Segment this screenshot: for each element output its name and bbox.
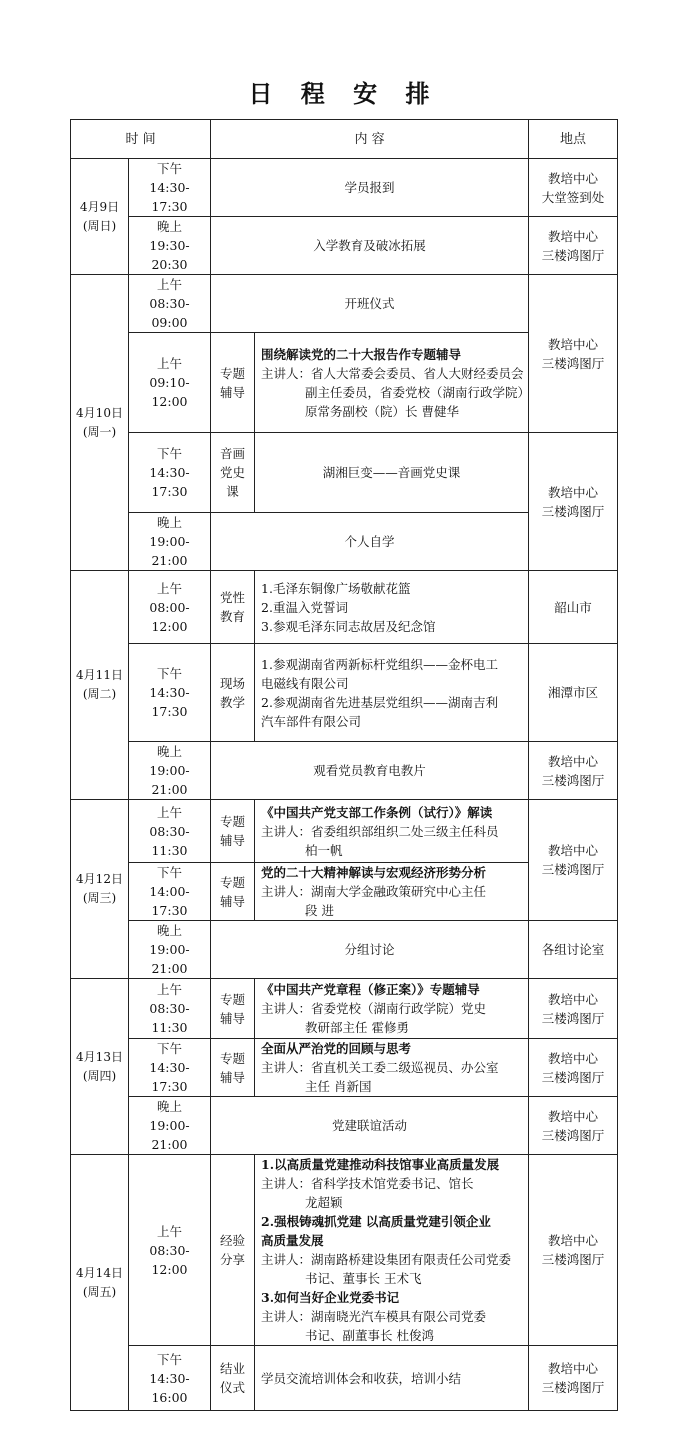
time-cell: 晚上 19:00-21:00	[129, 513, 211, 571]
table-row	[71, 979, 618, 1039]
time-cell: 晚上 19:00-21:00	[129, 1097, 211, 1155]
page-title: 日 程 安 排	[248, 79, 440, 108]
date-cell: 4月10日 (周一)	[71, 275, 129, 571]
table-row	[71, 1097, 618, 1155]
place-cell: 教培中心 三楼鸿图厅	[529, 1155, 618, 1346]
header-place: 地点	[529, 120, 618, 159]
place-cell: 教培中心 三楼鸿图厅	[529, 1346, 618, 1411]
session-type: 现场教学	[211, 644, 255, 742]
schedule-table	[70, 119, 618, 1411]
table-row	[71, 921, 618, 979]
place-cell: 教培中心 三楼鸿图厅	[529, 800, 618, 921]
content-cell: 党的二十大精神解读与宏观经济形势分析 主讲人：湖南大学金融政策研究中心主任 段 进	[255, 863, 529, 921]
content-cell: 1.以高质量党建推动科技馆事业高质量发展 主讲人：省科学技术馆党委书记、馆长 龙超颖 2.强根铸魂抓党建 以高质量党建引领企业 高质量发展 主讲人：湖南路桥建设集团有限责任公司党委 书记、董事长 王术飞 3.如何当好企业党委书记 主讲人：湖南晓光汽车模具有限公司党委 书记、副董事长 杜俊鸿	[255, 1155, 529, 1346]
session-type: 音画党史课	[211, 433, 255, 513]
time-cell: 上午 09:10-12:00	[129, 333, 211, 433]
place-cell: 教培中心 三楼鸿图厅	[529, 433, 618, 571]
session-type: 专题辅导	[211, 800, 255, 863]
content-cell: 1.毛泽东铜像广场敬献花篮 2.重温入党誓词 3.参观毛泽东同志故居及纪念馆	[255, 571, 529, 644]
date-cell: 4月14日 (周五)	[71, 1155, 129, 1411]
session-type: 专题辅导	[211, 863, 255, 921]
table-row	[71, 275, 618, 333]
place-cell: 教培中心 三楼鸿图厅	[529, 742, 618, 800]
time-cell: 上午 08:00-12:00	[129, 571, 211, 644]
place-cell: 湘潭市区	[529, 644, 618, 742]
table-row	[71, 1039, 618, 1097]
content-cell: 学员交流培训体会和收获，培训小结	[255, 1346, 529, 1411]
time-cell: 下午 14:00-17:30	[129, 863, 211, 921]
time-cell: 下午 14:30-17:30	[129, 644, 211, 742]
header-content: 内 容	[211, 120, 529, 159]
content-cell: 入学教育及破冰拓展	[211, 217, 529, 275]
table-row	[71, 159, 618, 217]
session-type: 结业仪式	[211, 1346, 255, 1411]
time-cell: 上午 08:30-11:30	[129, 979, 211, 1039]
session-type: 专题辅导	[211, 1039, 255, 1097]
table-row	[71, 1346, 618, 1411]
session-type: 党性教育	[211, 571, 255, 644]
content-cell: 全面从严治党的回顾与思考 主讲人：省直机关工委二级巡视员、办公室 主任 肖新国	[255, 1039, 529, 1097]
time-cell: 上午 08:30-12:00	[129, 1155, 211, 1346]
table-row	[71, 433, 618, 513]
place-cell: 韶山市	[529, 571, 618, 644]
session-type: 专题辅导	[211, 979, 255, 1039]
content-cell: 个人自学	[211, 513, 529, 571]
content-cell: 观看党员教育电教片	[211, 742, 529, 800]
place-cell: 教培中心 三楼鸿图厅	[529, 217, 618, 275]
place-cell: 教培中心 三楼鸿图厅	[529, 275, 618, 433]
content-cell: 党建联谊活动	[211, 1097, 529, 1155]
session-type: 经验分享	[211, 1155, 255, 1346]
place-cell: 教培中心 三楼鸿图厅	[529, 1039, 618, 1097]
time-cell: 上午 08:30-11:30	[129, 800, 211, 863]
time-cell: 下午 14:30-16:00	[129, 1346, 211, 1411]
time-cell: 下午 14:30-17:30	[129, 433, 211, 513]
table-row	[71, 644, 618, 742]
time-cell: 下午 14:30-17:30	[129, 1039, 211, 1097]
date-cell: 4月12日 (周三)	[71, 800, 129, 979]
header-row	[71, 120, 618, 159]
time-cell: 晚上 19:00-21:00	[129, 742, 211, 800]
time-cell: 晚上 19:30-20:30	[129, 217, 211, 275]
session-type: 专题辅导	[211, 333, 255, 433]
content-cell: 分组讨论	[211, 921, 529, 979]
date-cell: 4月11日 (周二)	[71, 571, 129, 800]
time-cell: 下午 14:30-17:30	[129, 159, 211, 217]
content-cell: 《中国共产党章程（修正案）》专题辅导 主讲人：省委党校（湖南行政学院）党史 教研部主任 霍修勇	[255, 979, 529, 1039]
content-cell: 围绕解读党的二十大报告作专题辅导 主讲人：省人大常委会委员、省人大财经委员会 副主任委员，省委党校（湖南行政学院） 原常务副校（院）长 曹健华	[255, 333, 529, 433]
content-cell: 湖湘巨变——音画党史课	[255, 433, 529, 513]
table-row	[71, 742, 618, 800]
date-cell: 4月13日 (周四)	[71, 979, 129, 1155]
header-time: 时 间	[71, 120, 211, 159]
time-cell: 晚上 19:00-21:00	[129, 921, 211, 979]
place-cell: 教培中心 三楼鸿图厅	[529, 1097, 618, 1155]
place-cell: 教培中心 三楼鸿图厅	[529, 979, 618, 1039]
table-row	[71, 1155, 618, 1346]
content-cell: 开班仪式	[211, 275, 529, 333]
date-cell: 4月9日 (周日)	[71, 159, 129, 275]
time-cell: 上午 08:30-09:00	[129, 275, 211, 333]
content-cell: 《中国共产党支部工作条例（试行）》解读 主讲人：省委组织部组织二处三级主任科员 柏一帆	[255, 800, 529, 863]
table-row	[71, 800, 618, 863]
place-cell: 各组讨论室	[529, 921, 618, 979]
content-cell: 1.参观湖南省两新标杆党组织——金杯电工 电磁线有限公司 2.参观湖南省先进基层党组织——湖南吉利 汽车部件有限公司	[255, 644, 529, 742]
table-row	[71, 571, 618, 644]
content-cell: 学员报到	[211, 159, 529, 217]
table-row	[71, 217, 618, 275]
place-cell: 教培中心 大堂签到处	[529, 159, 618, 217]
